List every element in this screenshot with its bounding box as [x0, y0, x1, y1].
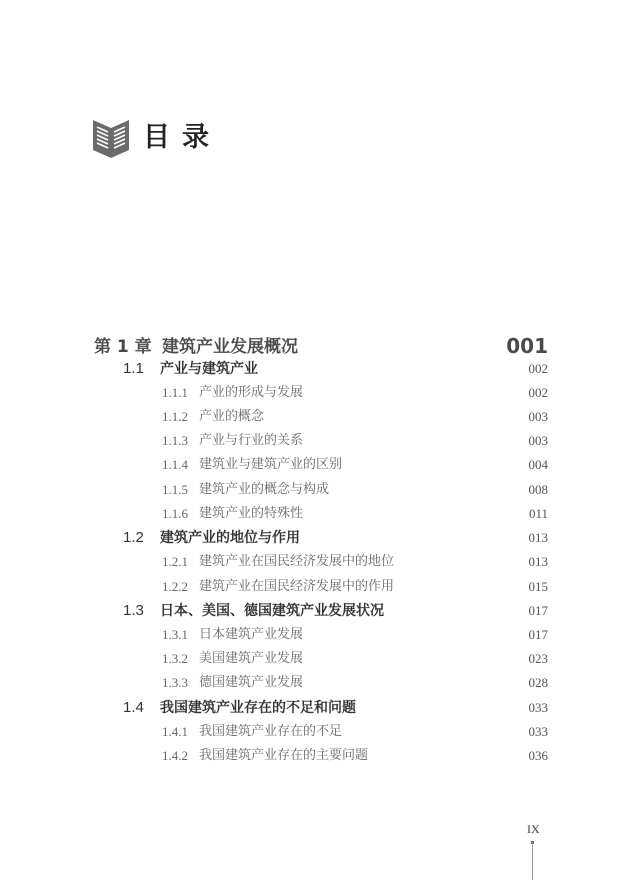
subsection-number: 1.1.3 [162, 433, 188, 448]
subsection-number: 1.4.2 [162, 748, 188, 763]
section-title: 日本、美国、德国建筑产业发展状况 [160, 603, 384, 619]
folio-rule [532, 842, 533, 880]
toc-subsection-1-1-4[interactable] [0, 454, 640, 478]
subsection-number: 1.3.1 [162, 627, 188, 642]
section-title: 建筑产业的地位与作用 [160, 530, 300, 546]
page-number: IX [527, 822, 540, 836]
toc-section-1-4[interactable] [0, 697, 640, 721]
subsection-number: 1.3.2 [162, 651, 188, 666]
subsection-title: 我国建筑产业存在的主要问题 [199, 748, 369, 763]
subsection-title: 美国建筑产业发展 [199, 651, 304, 666]
toc-section-1-2[interactable] [0, 527, 640, 551]
section-page: 013 [528, 530, 548, 545]
toc-subsection-1-1-5[interactable] [0, 479, 640, 503]
toc-subsection-1-3-3[interactable] [0, 672, 640, 696]
toc-subsection-1-1-3[interactable] [0, 430, 640, 454]
section-page: 002 [528, 361, 548, 376]
section-title: 我国建筑产业存在的不足和问题 [160, 700, 356, 716]
chapter-title: 建筑产业发展概况 [162, 337, 298, 357]
subsection-page: 003 [528, 433, 548, 448]
subsection-page: 013 [528, 554, 548, 569]
subsection-number: 1.4.1 [162, 724, 188, 739]
subsection-page: 023 [528, 651, 548, 666]
subsection-title: 建筑业与建筑产业的区别 [199, 457, 343, 472]
subsection-page: 011 [528, 506, 548, 521]
subsection-title: 产业的形成与发展 [199, 385, 304, 400]
section-number: 1.4 [123, 699, 144, 716]
toc-subsection-1-3-1[interactable] [0, 624, 640, 648]
subsection-title: 我国建筑产业存在的不足 [199, 724, 343, 739]
section-title: 产业与建筑产业 [160, 361, 258, 377]
subsection-page: 003 [528, 409, 548, 424]
subsection-page: 028 [528, 675, 548, 690]
toc-subsection-1-4-1[interactable] [0, 721, 640, 745]
chapter-page: 001 [506, 334, 548, 358]
subsection-title: 建筑产业在国民经济发展中的地位 [199, 554, 395, 569]
subsection-page: 008 [528, 482, 548, 497]
section-number: 1.2 [123, 529, 144, 546]
toc-section-1-3[interactable] [0, 600, 640, 624]
open-book-icon [93, 118, 129, 158]
subsection-number: 1.1.5 [162, 482, 188, 497]
subsection-title: 建筑产业的概念与构成 [199, 482, 330, 497]
subsection-title: 产业的概念 [199, 409, 265, 424]
subsection-number: 1.2.1 [162, 554, 188, 569]
subsection-title: 德国建筑产业发展 [199, 675, 304, 690]
toc-subsection-1-1-1[interactable] [0, 382, 640, 406]
toc-subsection-1-1-2[interactable] [0, 406, 640, 430]
subsection-number: 1.1.2 [162, 409, 188, 424]
toc-subsection-1-2-1[interactable] [0, 551, 640, 575]
subsection-page: 036 [528, 748, 548, 763]
toc-subsection-1-3-2[interactable] [0, 648, 640, 672]
subsection-page: 015 [528, 579, 548, 594]
section-page: 017 [528, 603, 548, 618]
section-number: 1.1 [123, 360, 144, 377]
subsection-title: 日本建筑产业发展 [199, 627, 304, 642]
subsection-number: 1.1.6 [162, 506, 188, 521]
subsection-page: 004 [528, 457, 548, 472]
subsection-title: 建筑产业在国民经济发展中的作用 [199, 579, 395, 594]
subsection-title: 建筑产业的特殊性 [199, 506, 304, 521]
toc-section-1-1[interactable] [0, 358, 640, 382]
subsection-page: 017 [528, 627, 548, 642]
subsection-number: 1.1.4 [162, 457, 188, 472]
subsection-number: 1.3.3 [162, 675, 188, 690]
subsection-number: 1.1.1 [162, 385, 188, 400]
toc-subsection-1-2-2[interactable] [0, 576, 640, 600]
subsection-number: 1.2.2 [162, 579, 188, 594]
toc-subsection-1-1-6[interactable] [0, 503, 640, 527]
toc-chapter-1[interactable] [0, 335, 640, 359]
subsection-page: 002 [528, 385, 548, 400]
chapter-number: 第 1 章 [94, 337, 152, 357]
page-title: 目录 [143, 122, 221, 153]
subsection-page: 033 [528, 724, 548, 739]
toc-subsection-1-4-2[interactable] [0, 745, 640, 769]
subsection-title: 产业与行业的关系 [199, 433, 304, 448]
section-page: 033 [528, 700, 548, 715]
toc-header [93, 118, 221, 158]
section-number: 1.3 [123, 602, 144, 619]
